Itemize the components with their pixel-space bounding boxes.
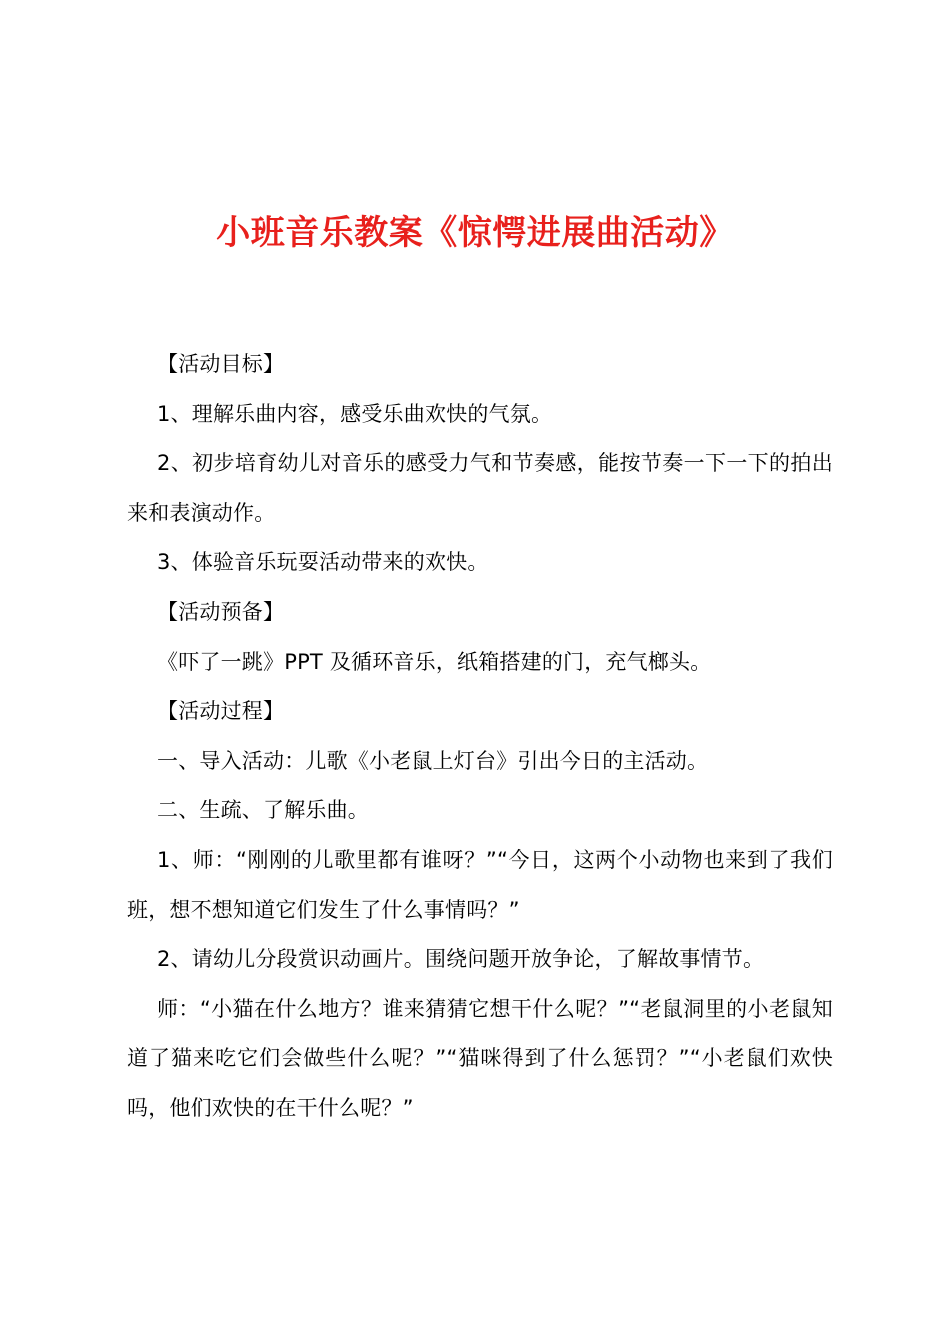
heading-activity-preparation: 【活动预备】 bbox=[157, 599, 285, 624]
goal-item-1: 1、理解乐曲内容，感受乐曲欢快的气氛。 bbox=[157, 401, 553, 426]
document-body bbox=[127, 340, 833, 1134]
teacher-questions: 师：“小猫在什么地方？谁来猜猜它想干什么呢？”“老鼠洞里的小老鼠知道了猫来吃它们会做些什么呢？”“猫咪得到了什么惩罚？”“小老鼠们欢快吗，他们欢快的在干什么呢？” bbox=[127, 996, 833, 1120]
process-step-2: 二、生疏、了解乐曲。 bbox=[157, 798, 369, 823]
document-title: 小班音乐教案《惊愕进展曲活动》 bbox=[216, 213, 734, 253]
goal-item-3: 3、体验音乐玩耍活动带来的欢快。 bbox=[157, 550, 489, 575]
preparation-text: 《吓了一跳》PPT 及循环音乐，纸箱搭建的门，充气榔头。 bbox=[157, 649, 712, 674]
process-substep-1: 1、师：“刚刚的儿歌里都有谁呀？”“今日，这两个小动物也来到了我们班，想不想知道它们发生了什么事情吗？” bbox=[127, 847, 833, 922]
process-substep-2: 2、请幼儿分段赏识动画片。围绕问题开放争论，了解故事情节。 bbox=[157, 947, 765, 972]
heading-activity-goals: 【活动目标】 bbox=[157, 352, 285, 376]
heading-activity-process: 【活动过程】 bbox=[157, 699, 285, 724]
goal-item-2: 2、初步培育幼儿对音乐的感受力气和节奏感，能按节奏一下一下的拍出来和表演动作。 bbox=[127, 451, 833, 525]
process-step-1: 一、导入活动：儿歌《小老鼠上灯台》引出今日的主活动。 bbox=[157, 748, 709, 773]
